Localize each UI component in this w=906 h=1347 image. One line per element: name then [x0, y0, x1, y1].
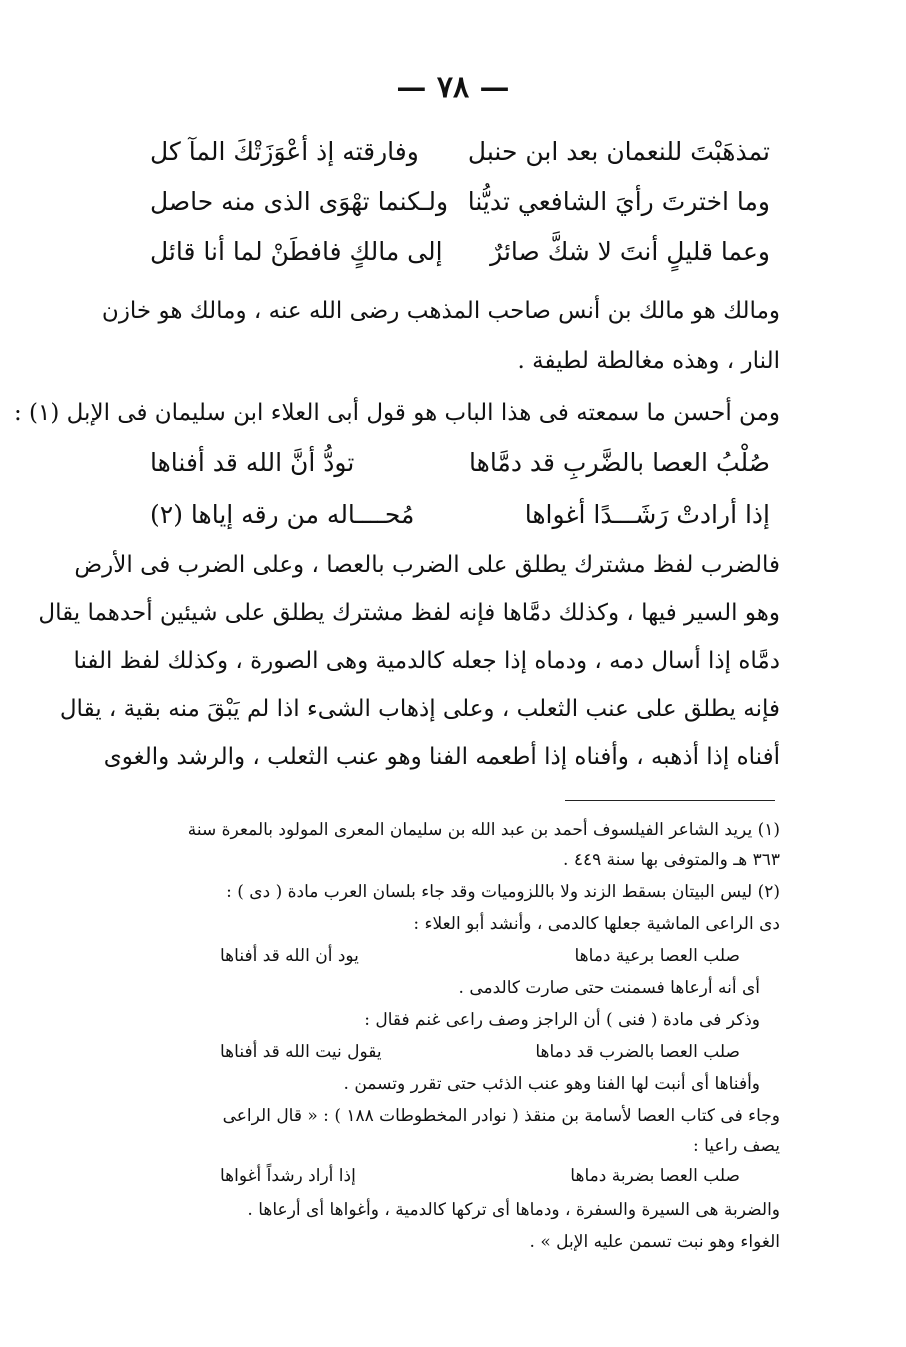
footnote-poem-hemistich-first: صلب العصا بالضرب قد دماها: [535, 1042, 740, 1062]
footnote-2-line: دى الراعى الماشية جعلها كالدمى ، وأنشد أبو العلاء :: [413, 914, 780, 934]
paragraph-line: فالضرب لفظ مشترك يطلق على الضرب بالعصا ، وعلى الضرب فى الأرض: [74, 552, 780, 578]
footnote-poem-hemistich-second: إذا أراد رشداً أغواها: [220, 1166, 356, 1186]
page-number: — ٧٨ —: [396, 70, 510, 105]
paragraph-line: أفناه إذا أذهبه ، وأفناه إذا أطعمه الفنا وهو عنب الثعلب ، والرشد والغوى: [103, 744, 780, 770]
footnote-poem-hemistich-second: يود أن الله قد أفناها: [220, 946, 359, 966]
verse-hemistich-first: تمذهَبْتَ للنعمان بعد ابن حنبل: [467, 137, 770, 166]
footnote-separator: [565, 800, 775, 801]
paragraph-line: النار ، وهذه مغالطة لطيفة .: [517, 348, 780, 374]
verse-hemistich-first: إذا أرادتْ رَشَـــدًا أغواها: [524, 500, 770, 529]
verse-hemistich-first: وما اخترتَ رأيَ الشافعي تديُّنا: [467, 187, 770, 216]
footnote-poem-line: [220, 1166, 740, 1192]
paragraph-line: فإنه يطلق على عنب الثعلب ، وعلى إذهاب الشىء اذا لم يَبْقَ منه بقية ، يقال: [59, 696, 780, 722]
verse-hemistich-first: صُلْبُ العصا بالضَّربِ قد دمَّاها: [469, 448, 770, 477]
verse-hemistich-second: وفارقته إذ أعْوَزَتْكَ المآ كل: [150, 137, 419, 166]
footnote-2-line: (٢) ليس البيتان بسقط الزند ولا باللزوميات وقد جاء بلسان العرب مادة ( دى ) :: [226, 882, 780, 902]
footnote-2-line: وجاء فى كتاب العصا لأسامة بن منقذ ( نوادر المخطوطات ١٨٨ ) : « قال الراعى: [222, 1106, 780, 1126]
footnote-poem-line: [220, 946, 740, 972]
footnote-poem-hemistich-second: يقول نيت الله قد أفناها: [220, 1042, 382, 1062]
verse-hemistich-second: تودُّ أنَّ الله قد أفناها: [150, 448, 355, 477]
paragraph-line: دمَّاه إذا أسال دمه ، ودماه إذا جعله كالدمية وهى الصورة ، وكذلك لفظ الفنا: [73, 648, 780, 674]
paragraph-line: ومالك هو مالك بن أنس صاحب المذهب رضى الله عنه ، ومالك هو خازن: [101, 298, 780, 324]
paragraph-line: ومن أحسن ما سمعته فى هذا الباب هو قول أبى العلاء ابن سليمان فى الإبل (١) :: [13, 400, 780, 426]
verse-hemistich-second: ولـكنما تهْوَى الذى منه حاصل: [150, 187, 449, 216]
verse-hemistich-second: مُحــــاله من رقه إياها (٢): [150, 500, 415, 529]
verse-hemistich-first: وعما قليلٍ أنتَ لا شكَّ صائرٌ: [490, 237, 770, 266]
verse-line: [150, 500, 770, 540]
paragraph-line: وهو السير فيها ، وكذلك دمَّاها فإنه لفظ مشترك يطلق على شيئين أحدهما يقال: [38, 600, 780, 626]
verse-line: [150, 237, 770, 277]
footnote-2-line: الغواء وهو نبت تسمن عليه الإبل » .: [529, 1232, 780, 1252]
verse-line: [150, 137, 770, 177]
verse-hemistich-second: إلى مالكٍ فافطَنْ لما أنا قائل: [150, 237, 443, 266]
footnote-1-line: ٣٦٣ هـ والمتوفى بها سنة ٤٤٩ .: [563, 850, 780, 870]
footnote-2-line: والضربة هى السيرة والسفرة ، ودماها أى تركها كالدمية ، وأغواها أى أرعاها .: [247, 1200, 780, 1220]
verse-line: [150, 187, 770, 227]
footnote-1-line: (١) يريد الشاعر الفيلسوف أحمد بن عبد الله بن سليمان المعرى المولود بالمعرة سنة: [187, 820, 780, 840]
footnote-2-line: وأفناها أى أنبت لها الفنا وهو عنب الذئب حتى تقرر وتسمن .: [343, 1074, 760, 1094]
footnote-poem-hemistich-first: صلب العصا برعية دماها: [574, 946, 740, 966]
footnote-2-line: وذكر فى مادة ( فنى ) أن الراجز وصف راعى غنم فقال :: [364, 1010, 760, 1030]
footnote-poem-hemistich-first: صلب العصا بضربة دماها: [570, 1166, 740, 1186]
footnote-2-line: أى أنه أرعاها فسمنت حتى صارت كالدمى .: [458, 978, 760, 998]
verse-line: [150, 448, 770, 488]
footnote-poem-line: [220, 1042, 740, 1068]
footnote-2-line: يصف راعيا :: [693, 1136, 780, 1156]
